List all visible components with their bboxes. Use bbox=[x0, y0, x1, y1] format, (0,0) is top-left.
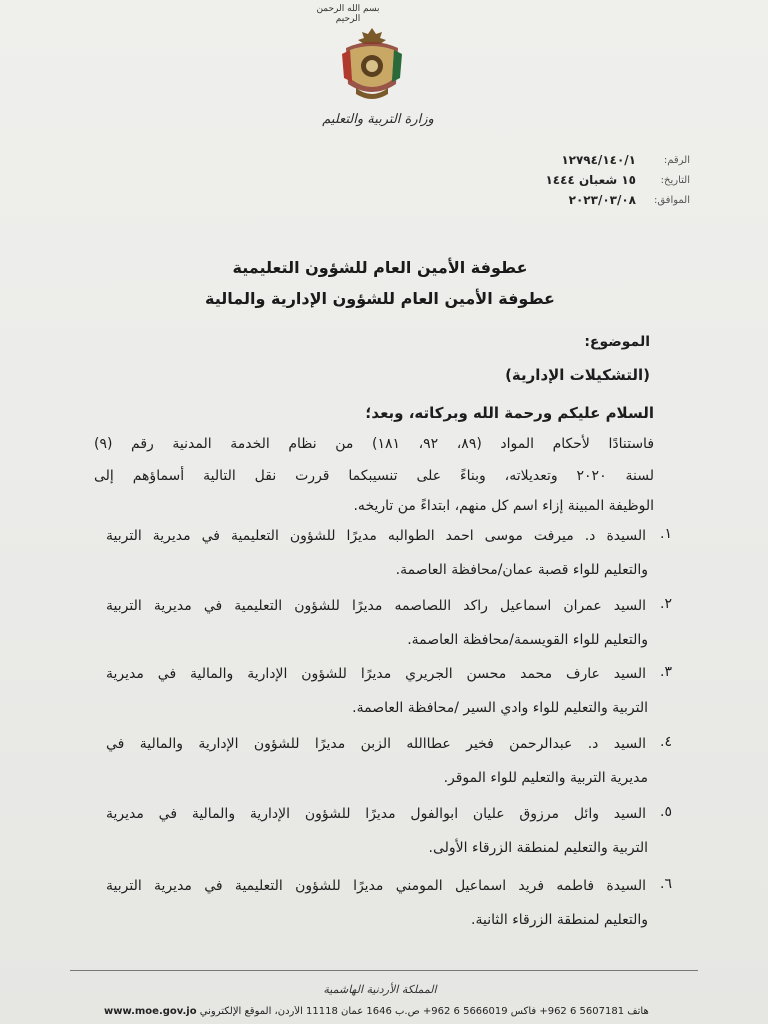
corresponding-value: ٢٠٢٣/٠٣/٠٨ bbox=[568, 193, 636, 207]
date-value: ١٥ شعبان ١٤٤٤ bbox=[545, 173, 636, 187]
subject-value: (التشكيلات الإدارية) bbox=[505, 366, 650, 384]
item-line: السيدة د. ميرفت موسى احمد الطوالبه مديرًا للشؤون التعليمية في مديرية التربية bbox=[106, 528, 646, 544]
item-line: السيدة فاطمه فريد اسماعيل المومني مديرًا للشؤون التعليمية في مديرية التربية bbox=[106, 878, 646, 894]
intro-line: فاستنادًا لأحكام المواد (٨٩، ٩٢، ١٨١) من نظام الخدمة المدنية رقم (٩) bbox=[94, 436, 655, 452]
item-line: والتعليم للواء قصبة عمان/محافظة العاصمة. bbox=[395, 562, 648, 578]
item-number: ٣. bbox=[660, 664, 672, 680]
date-label: التاريخ: bbox=[660, 174, 690, 186]
item-line: السيد عارف محمد محسن الجريري مديرًا للشؤون الإدارية والمالية في مديرية bbox=[106, 666, 646, 682]
footer-kingdom: المملكة الأردنية الهاشمية bbox=[323, 983, 437, 996]
intro-line: الوظيفة المبينة إزاء اسم كل منهم، ابتداءً من تاريخه. bbox=[353, 498, 654, 514]
item-number: ٦. bbox=[660, 876, 672, 892]
item-line: والتعليم للواء القويسمة/محافظة العاصمة. bbox=[407, 632, 648, 648]
footer-divider bbox=[70, 970, 698, 971]
number-label: الرقم: bbox=[663, 154, 690, 166]
footer-contact-details: هاتف 5607181 6 962+ فاكس 5666019 6 962+ ص.ب 1646 عمان 11118 الأردن، الموقع الإلكتروني bbox=[199, 1006, 649, 1017]
item-line: التربية والتعليم لمنطقة الزرقاء الأولى. bbox=[428, 840, 648, 856]
item-number: ١. bbox=[660, 526, 672, 542]
item-number: ٤. bbox=[660, 734, 672, 750]
item-line: السيد د. عبدالرحمن فخير عطاالله الزبن مديرًا للشؤون الإدارية والمالية في bbox=[106, 736, 646, 752]
addressee-admin-finance: عطوفة الأمين العام للشؤون الإدارية والمالية bbox=[205, 289, 555, 308]
footer-contact-line bbox=[104, 1006, 744, 1017]
crest-heading: بسم الله الرحمن الرحيم bbox=[316, 4, 380, 24]
item-line: السيد عمران اسماعيل راكد اللصاصمه مديرًا للشؤون التعليمية في مديرية التربية bbox=[106, 598, 646, 614]
number-value: ١٢٧٩٤/١٤٠/١ bbox=[561, 153, 636, 167]
footer-website: www.moe.gov.jo bbox=[104, 1006, 197, 1017]
item-line: السيد وائل مرزوق عليان ابوالفول مديرًا للشؤون الإدارية والمالية في مديرية bbox=[106, 806, 646, 822]
corresponding-label: الموافق: bbox=[653, 194, 690, 206]
coat-of-arms-icon bbox=[336, 24, 408, 104]
addressee-education: عطوفة الأمين العام للشؤون التعليمية bbox=[232, 258, 528, 277]
greeting: السلام عليكم ورحمة الله وبركاته، وبعد؛ bbox=[365, 404, 654, 422]
ministry-name: وزارة التربية والتعليم bbox=[322, 112, 434, 127]
item-number: ٢. bbox=[660, 596, 672, 612]
item-number: ٥. bbox=[660, 804, 672, 820]
intro-line: لسنة ٢٠٢٠ وتعديلاته، وبناءً على تنسيبكما قررت نقل التالية أسماؤهم إلى bbox=[94, 468, 654, 484]
item-line: التربية والتعليم للواء وادي السير /محافظة العاصمة. bbox=[352, 700, 648, 716]
item-line: مديرية التربية والتعليم للواء الموقر. bbox=[443, 770, 648, 786]
reference-block bbox=[470, 150, 690, 210]
item-line: والتعليم لمنطقة الزرقاء الثانية. bbox=[471, 912, 648, 928]
subject-label: الموضوع: bbox=[584, 334, 650, 350]
